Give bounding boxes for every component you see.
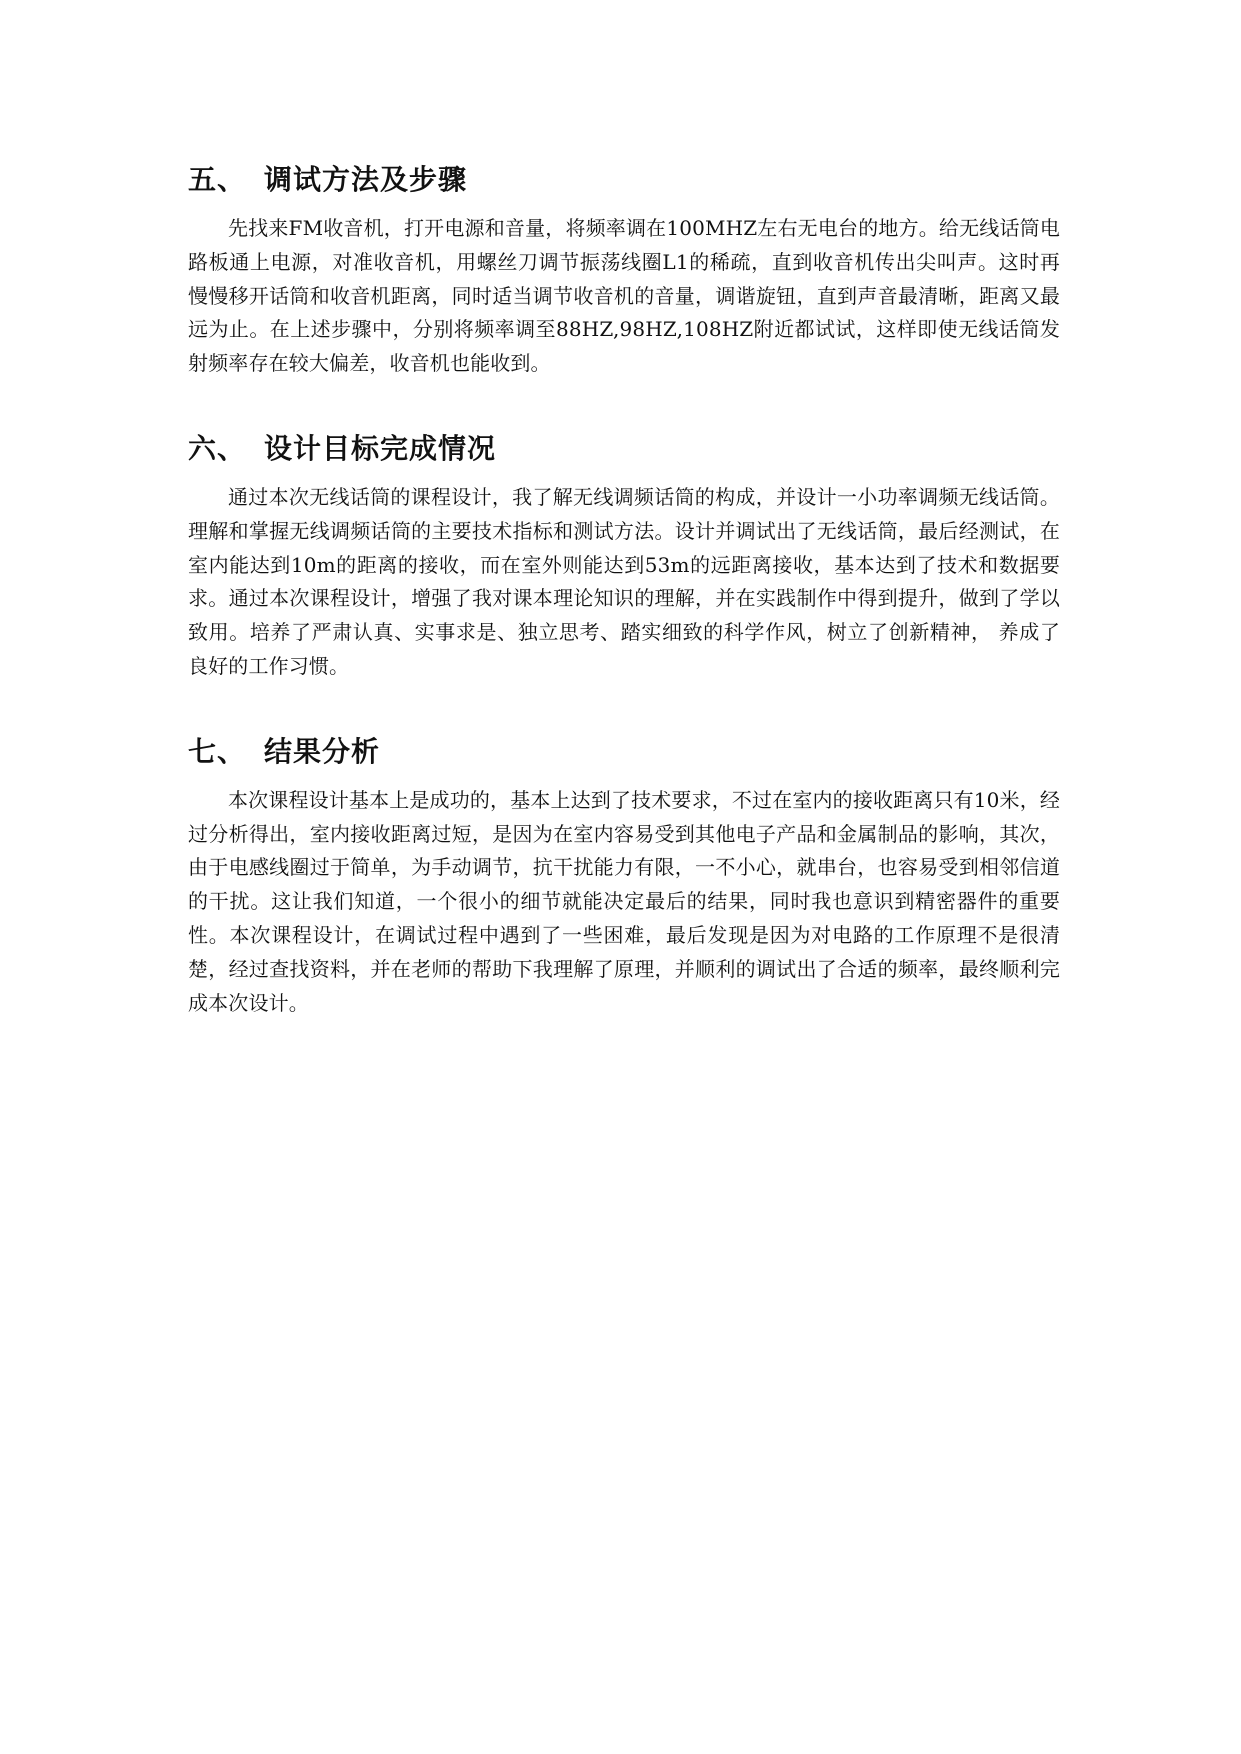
document-body bbox=[188, 158, 1060, 1020]
section-number: 七、 bbox=[188, 734, 247, 768]
section-heading bbox=[188, 730, 1060, 774]
section-number: 五、 bbox=[188, 163, 247, 196]
section-heading bbox=[188, 427, 1060, 471]
section-number: 六、 bbox=[188, 431, 247, 465]
section-design-goal-completion bbox=[188, 427, 1060, 684]
section-title: 调试方法及步骤 bbox=[264, 163, 468, 196]
section-heading bbox=[188, 158, 1060, 202]
section-paragraph: 本次课程设计基本上是成功的，基本上达到了技术要求，不过在室内的接收距离只有10米，经过分析得出，室内接收距离过短，是因为在室内容易受到其他电子产品和金属制品的影响，其次，由于电感线圈过于简单，为手动调节，抗干扰能力有限，一不小心，就串台，也容易受到相邻信道的干扰。这让我们知道，一个很小的细节就能决定最后的结果，同时我也意识到精密器件的重要性。本次课程设计，在调试过程中遇到了一些困难，最后发现是因为对电路的工作原理不是很清楚，经过查找资料，并在老师的帮助下我理解了原理，并顺利的调试出了合适的频率，最终顺利完成本次设计。 bbox=[188, 787, 1060, 1015]
section-result-analysis bbox=[188, 730, 1060, 1021]
section-title: 设计目标完成情况 bbox=[264, 431, 497, 465]
section-debugging-method bbox=[188, 158, 1060, 381]
section-title: 结果分析 bbox=[264, 734, 381, 768]
section-paragraph: 先找来FM收音机，打开电源和音量，将频率调在100MHZ左右无电台的地方。给无线话筒电路板通上电源，对准收音机，用螺丝刀调节振荡线圈L1的稀疏，直到收音机传出尖叫声。这时再慢慢移开话筒和收音机距离，同时适当调节收音机的音量，调谐旋钮，直到声音最清晰，距离又最远为止。在上述步骤中，分别将频率调至88HZ,98HZ,108HZ附近都试试，这样即使无线话筒发射频率存在较大偏差，收音机也能收到。 bbox=[188, 216, 1060, 376]
section-paragraph: 通过本次无线话筒的课程设计，我了解无线调频话筒的构成，并设计一小功率调频无线话筒。理解和掌握无线调频话筒的主要技术指标和测试方法。设计并调试出了无线话筒，最后经测试，在室内能达到10m的距离的接收，而在室外则能达到53m的远距离接收，基本达到了技术和数据要求。通过本次课程设计，增强了我对课本理论知识的理解，并在实践制作中得到提升，做到了学以致用。培养了严肃认真、实事求是、独立思考、踏实细致的科学作风，树立了创新精神， 养成了良好的工作习惯。 bbox=[188, 484, 1060, 678]
